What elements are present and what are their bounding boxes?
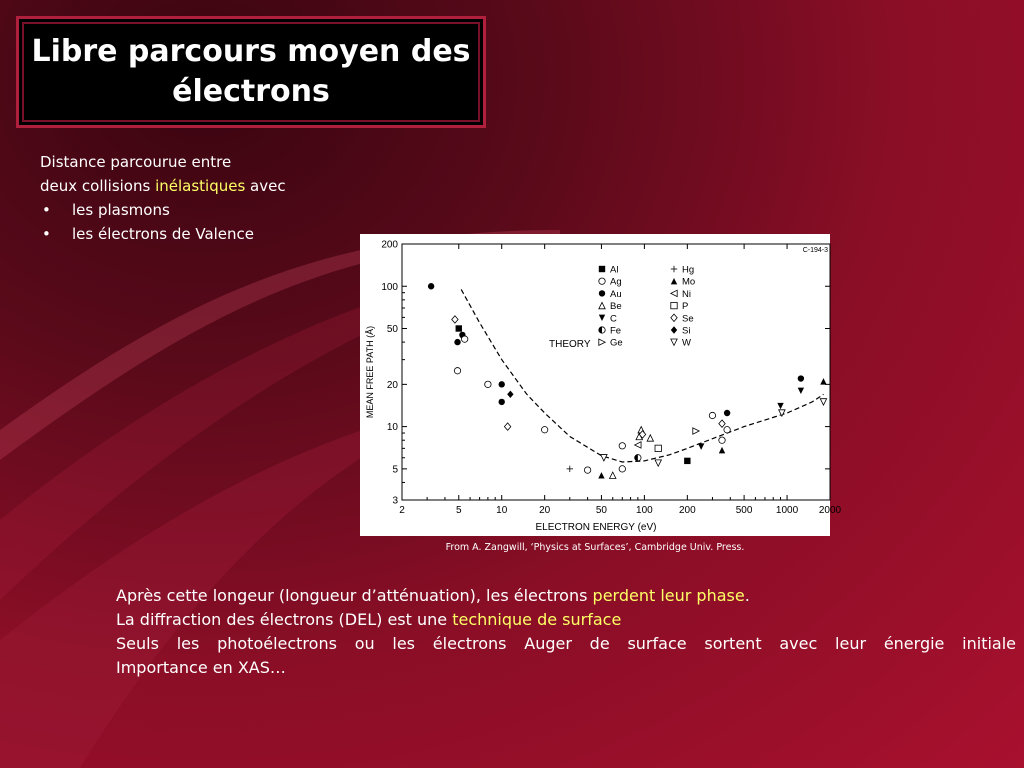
intro-line-2-start: deux collisions <box>40 177 156 195</box>
legend-label: Ag <box>610 276 622 288</box>
data-point-circle-half <box>635 455 641 461</box>
legend-label: Al <box>610 264 619 276</box>
data-point-triangle-down-open <box>601 455 607 461</box>
legend-label: P <box>682 301 689 313</box>
legend-label: Se <box>682 313 694 325</box>
x-tick-label: 1000 <box>775 505 799 516</box>
x-tick-label: 500 <box>735 505 753 516</box>
legend-marker-circle-open <box>599 278 605 284</box>
legend-marker-triangle-right-open <box>599 339 605 345</box>
intro-line-1: Distance parcourue entre <box>40 153 232 171</box>
data-point-circle-open <box>461 336 467 342</box>
legend-marker-triangle-open <box>599 302 605 308</box>
data-point-diamond-open <box>719 420 725 427</box>
figure-code-label: C-194-3 <box>802 247 828 254</box>
page-title: Libre parcours moyen des électrons <box>31 34 471 109</box>
legend-marker-triangle-down-open <box>671 339 677 345</box>
data-point-circle-open <box>584 467 590 473</box>
chart-panel <box>360 234 842 536</box>
y-tick-label: 10 <box>386 422 398 434</box>
data-point-circle-open <box>619 443 625 449</box>
theory-label: THEORY <box>549 338 591 350</box>
legend-label: Au <box>610 288 622 300</box>
data-point-triangle-down <box>777 403 783 409</box>
data-point-square <box>684 458 690 464</box>
legend-marker-square <box>599 266 605 272</box>
data-point-plus <box>567 466 573 472</box>
legend-label: Be <box>610 301 622 313</box>
data-point-triangle-down-open <box>820 399 826 405</box>
x-tick-label: 10 <box>496 505 508 516</box>
body-paragraph-4: Importance en XAS… <box>116 658 286 677</box>
legend-marker-circle-half <box>599 327 605 333</box>
legend-marker-triangle-down <box>599 315 605 321</box>
data-point-circle-open <box>619 466 625 472</box>
legend-marker-triangle-left-open <box>671 290 677 296</box>
data-point-triangle-open <box>647 435 653 441</box>
intro-bullet-list <box>40 198 286 246</box>
legend-marker-diamond <box>671 326 677 333</box>
x-tick-label: 5 <box>455 505 462 516</box>
data-point-square <box>456 325 462 331</box>
y-tick-label: 5 <box>392 464 398 476</box>
data-point-circle <box>724 410 730 416</box>
y-tick-label: 50 <box>386 324 398 336</box>
data-point-triangle-left-open <box>635 442 641 448</box>
body-p1-highlight: perdent leur phase <box>592 586 745 605</box>
body-p2-start: La diffraction des électrons (DEL) est une <box>116 610 453 629</box>
data-point-circle-open <box>454 368 460 374</box>
body-p2-highlight: technique de surface <box>452 610 622 629</box>
data-point-diamond-open <box>452 316 458 323</box>
legend-label: Fe <box>610 325 622 337</box>
x-tick-label: 200 <box>678 505 696 516</box>
x-tick-label: 100 <box>636 505 653 516</box>
body-paragraph-3: Seuls les photoélectrons ou les électrons Auger de surface sortent avec leur énergie initiale <box>116 634 1016 653</box>
legend-marker-triangle <box>671 278 677 284</box>
y-tick-label: 200 <box>381 239 398 251</box>
data-point-circle <box>428 283 434 289</box>
legend-label: Ni <box>682 288 691 300</box>
data-point-triangle <box>820 378 826 384</box>
intro-line-2 <box>40 174 286 198</box>
data-point-circle <box>499 381 505 387</box>
bullet-item: • les plasmons <box>40 198 286 222</box>
legend-marker-circle <box>599 290 605 296</box>
y-tick-label: 3 <box>392 495 398 507</box>
intro-highlight: inélastiques <box>155 177 246 195</box>
x-tick-label: 2 <box>399 505 405 516</box>
legend-label: Mo <box>682 276 696 288</box>
data-point-triangle-down <box>798 388 804 394</box>
y-axis-label: MEAN FREE PATH (Å) <box>365 325 375 419</box>
body-paragraph-1 <box>116 584 1016 608</box>
data-point-triangle-down-open <box>655 460 661 466</box>
legend-marker-square-open <box>671 302 677 308</box>
data-point-triangle-down <box>698 443 704 449</box>
legend-label: W <box>682 337 691 349</box>
intro-text <box>40 150 286 246</box>
data-point-triangle-right-open <box>693 428 699 434</box>
body-text <box>116 584 1016 680</box>
data-point-circle <box>798 375 804 381</box>
data-point-circle <box>454 339 460 345</box>
x-tick-label: 2000 <box>818 505 842 516</box>
data-point-diamond <box>507 391 513 398</box>
x-tick-label: 50 <box>595 505 608 516</box>
data-point-circle-open <box>485 381 491 387</box>
legend-marker-plus <box>671 266 677 272</box>
data-point-circle-open <box>541 427 547 433</box>
body-p1-start: Après cette longeur (longueur d’atténuation), les électrons <box>116 586 593 605</box>
legend-label: Ge <box>610 337 623 349</box>
data-point-triangle <box>719 447 725 453</box>
y-tick-label: 20 <box>386 379 398 391</box>
intro-line-2-end: avec <box>245 177 286 195</box>
data-point-circle-open <box>724 427 730 433</box>
bullet-item: • les électrons de Valence <box>40 222 286 246</box>
data-point-square-open <box>655 445 661 451</box>
chart-caption: From A. Zangwill, ‘Physics at Surfaces’, Cambridge Univ. Press. <box>445 542 745 553</box>
data-point-triangle <box>598 472 604 478</box>
data-point-diamond-open <box>504 423 510 430</box>
legend-label: Hg <box>682 264 695 276</box>
body-p1-end: . <box>744 586 750 605</box>
body-paragraph-2 <box>116 608 1016 632</box>
legend-label: C <box>610 313 617 325</box>
legend-marker-diamond-open <box>671 314 677 321</box>
data-point-triangle-down-open <box>779 410 785 416</box>
title-box <box>16 16 486 128</box>
legend-label: Si <box>682 325 691 337</box>
data-point-circle-open <box>719 437 725 443</box>
data-point-triangle-open <box>610 472 616 478</box>
mean-free-path-chart <box>360 234 842 536</box>
data-point-circle-open <box>709 412 715 418</box>
x-tick-label: 20 <box>539 505 551 516</box>
data-point-circle <box>499 399 505 405</box>
y-tick-label: 100 <box>381 281 398 293</box>
x-axis-label: ELECTRON ENERGY (eV) <box>535 522 657 533</box>
